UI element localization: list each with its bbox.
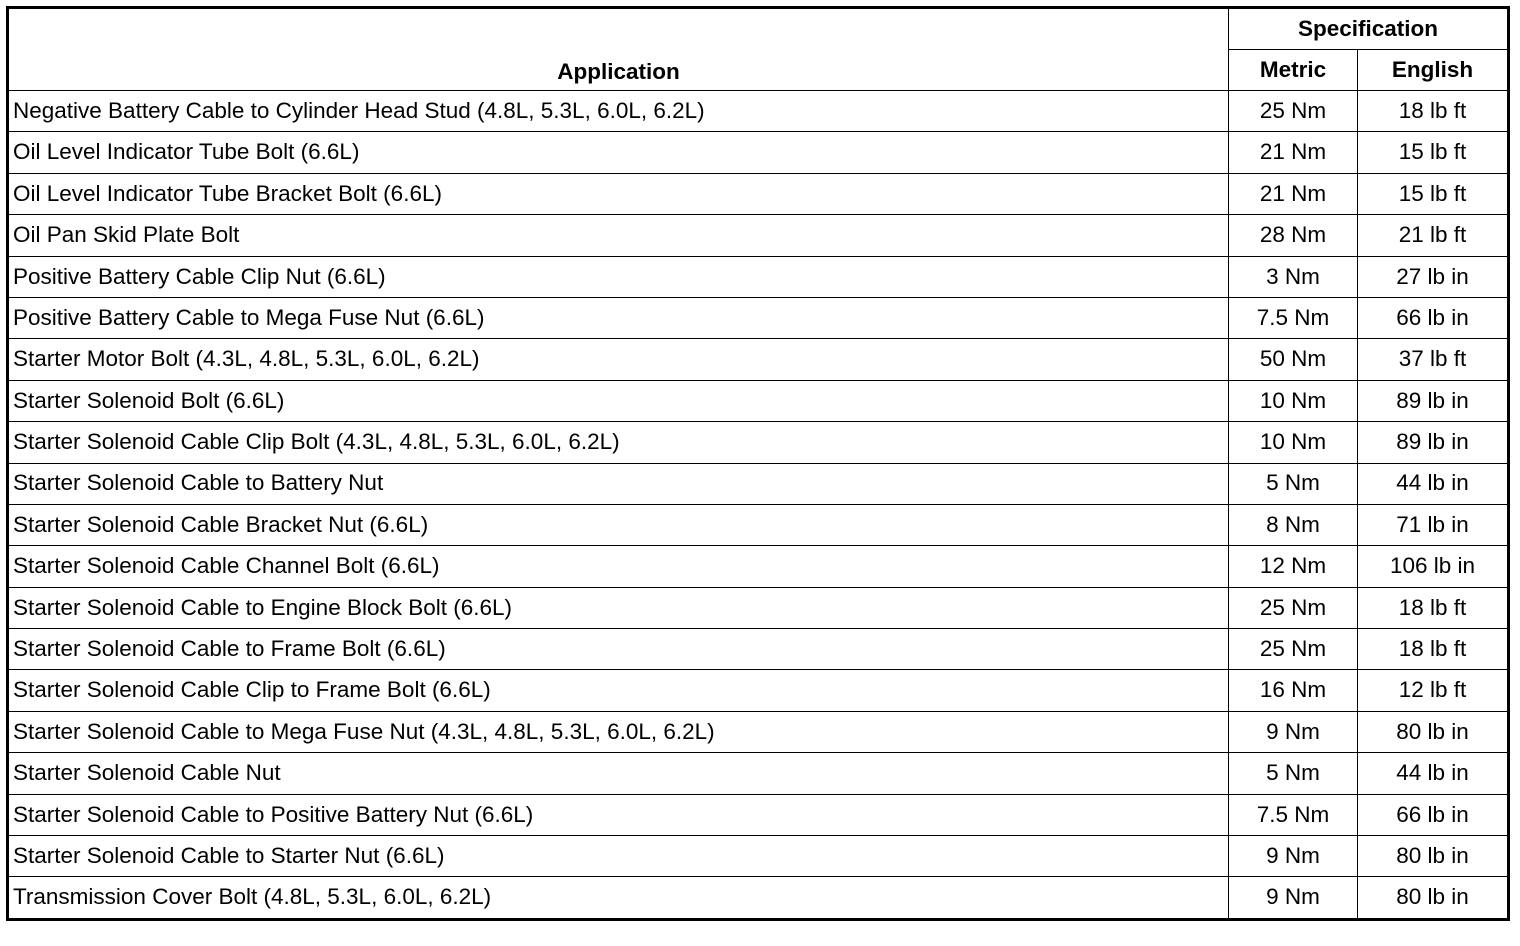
table-row <box>8 339 1509 380</box>
english-cell: 18 lb ft <box>1358 91 1509 132</box>
application-cell: Starter Solenoid Cable to Mega Fuse Nut (4.3L, 4.8L, 5.3L, 6.0L, 6.2L) <box>8 711 1229 752</box>
table-row <box>8 587 1509 628</box>
metric-cell: 25 Nm <box>1229 629 1358 670</box>
header-row-top <box>8 8 1509 50</box>
english-cell: 80 lb in <box>1358 877 1509 919</box>
table-row <box>8 215 1509 256</box>
metric-cell: 28 Nm <box>1229 215 1358 256</box>
table-row <box>8 836 1509 877</box>
application-cell: Starter Motor Bolt (4.3L, 4.8L, 5.3L, 6.0L, 6.2L) <box>8 339 1229 380</box>
table-row <box>8 629 1509 670</box>
english-cell: 21 lb ft <box>1358 215 1509 256</box>
table-row <box>8 380 1509 421</box>
english-cell: 18 lb ft <box>1358 587 1509 628</box>
english-cell: 15 lb ft <box>1358 132 1509 173</box>
table-row <box>8 794 1509 835</box>
fastener-torque-table <box>6 6 1510 921</box>
table-row <box>8 670 1509 711</box>
application-cell: Transmission Cover Bolt (4.8L, 5.3L, 6.0L, 6.2L) <box>8 877 1229 919</box>
table-row <box>8 91 1509 132</box>
english-cell: 66 lb in <box>1358 297 1509 338</box>
table-row <box>8 711 1509 752</box>
english-cell: 71 lb in <box>1358 504 1509 545</box>
application-cell: Starter Solenoid Cable to Battery Nut <box>8 463 1229 504</box>
english-cell: 27 lb in <box>1358 256 1509 297</box>
application-cell: Oil Level Indicator Tube Bolt (6.6L) <box>8 132 1229 173</box>
application-cell: Positive Battery Cable to Mega Fuse Nut (6.6L) <box>8 297 1229 338</box>
table-row <box>8 422 1509 463</box>
table-row <box>8 132 1509 173</box>
table-header <box>8 8 1509 91</box>
metric-cell: 9 Nm <box>1229 877 1358 919</box>
application-cell: Starter Solenoid Cable Nut <box>8 753 1229 794</box>
application-cell: Starter Solenoid Cable Clip to Frame Bolt (6.6L) <box>8 670 1229 711</box>
metric-column-header: Metric <box>1229 50 1358 91</box>
table-row <box>8 546 1509 587</box>
application-cell: Starter Solenoid Cable to Starter Nut (6.6L) <box>8 836 1229 877</box>
application-cell: Positive Battery Cable Clip Nut (6.6L) <box>8 256 1229 297</box>
english-cell: 15 lb ft <box>1358 173 1509 214</box>
application-cell: Negative Battery Cable to Cylinder Head Stud (4.8L, 5.3L, 6.0L, 6.2L) <box>8 91 1229 132</box>
metric-cell: 9 Nm <box>1229 836 1358 877</box>
metric-cell: 25 Nm <box>1229 587 1358 628</box>
metric-cell: 5 Nm <box>1229 753 1358 794</box>
metric-cell: 21 Nm <box>1229 132 1358 173</box>
metric-cell: 50 Nm <box>1229 339 1358 380</box>
metric-cell: 12 Nm <box>1229 546 1358 587</box>
english-cell: 80 lb in <box>1358 711 1509 752</box>
application-cell: Starter Solenoid Cable Channel Bolt (6.6L) <box>8 546 1229 587</box>
metric-cell: 10 Nm <box>1229 380 1358 421</box>
application-cell: Oil Level Indicator Tube Bracket Bolt (6.6L) <box>8 173 1229 214</box>
english-cell: 66 lb in <box>1358 794 1509 835</box>
english-cell: 44 lb in <box>1358 463 1509 504</box>
application-cell: Starter Solenoid Cable Clip Bolt (4.3L, 4.8L, 5.3L, 6.0L, 6.2L) <box>8 422 1229 463</box>
metric-cell: 21 Nm <box>1229 173 1358 214</box>
metric-cell: 5 Nm <box>1229 463 1358 504</box>
metric-cell: 7.5 Nm <box>1229 297 1358 338</box>
metric-cell: 25 Nm <box>1229 91 1358 132</box>
table-row <box>8 753 1509 794</box>
english-cell: 12 lb ft <box>1358 670 1509 711</box>
application-cell: Starter Solenoid Bolt (6.6L) <box>8 380 1229 421</box>
metric-cell: 3 Nm <box>1229 256 1358 297</box>
table-row <box>8 173 1509 214</box>
table-row <box>8 297 1509 338</box>
english-cell: 18 lb ft <box>1358 629 1509 670</box>
metric-cell: 8 Nm <box>1229 504 1358 545</box>
application-cell: Starter Solenoid Cable Bracket Nut (6.6L) <box>8 504 1229 545</box>
english-cell: 89 lb in <box>1358 380 1509 421</box>
english-cell: 80 lb in <box>1358 836 1509 877</box>
metric-cell: 10 Nm <box>1229 422 1358 463</box>
table-row <box>8 504 1509 545</box>
table-row <box>8 256 1509 297</box>
application-cell: Oil Pan Skid Plate Bolt <box>8 215 1229 256</box>
english-cell: 89 lb in <box>1358 422 1509 463</box>
metric-cell: 16 Nm <box>1229 670 1358 711</box>
english-cell: 37 lb ft <box>1358 339 1509 380</box>
application-cell: Starter Solenoid Cable to Engine Block Bolt (6.6L) <box>8 587 1229 628</box>
metric-cell: 7.5 Nm <box>1229 794 1358 835</box>
application-column-header: Application <box>8 8 1229 91</box>
application-cell: Starter Solenoid Cable to Positive Battery Nut (6.6L) <box>8 794 1229 835</box>
english-cell: 44 lb in <box>1358 753 1509 794</box>
table-row <box>8 877 1509 919</box>
english-column-header: English <box>1358 50 1509 91</box>
application-cell: Starter Solenoid Cable to Frame Bolt (6.6L) <box>8 629 1229 670</box>
metric-cell: 9 Nm <box>1229 711 1358 752</box>
specification-column-header: Specification <box>1229 8 1509 50</box>
table-body <box>8 91 1509 920</box>
english-cell: 106 lb in <box>1358 546 1509 587</box>
table-row <box>8 463 1509 504</box>
